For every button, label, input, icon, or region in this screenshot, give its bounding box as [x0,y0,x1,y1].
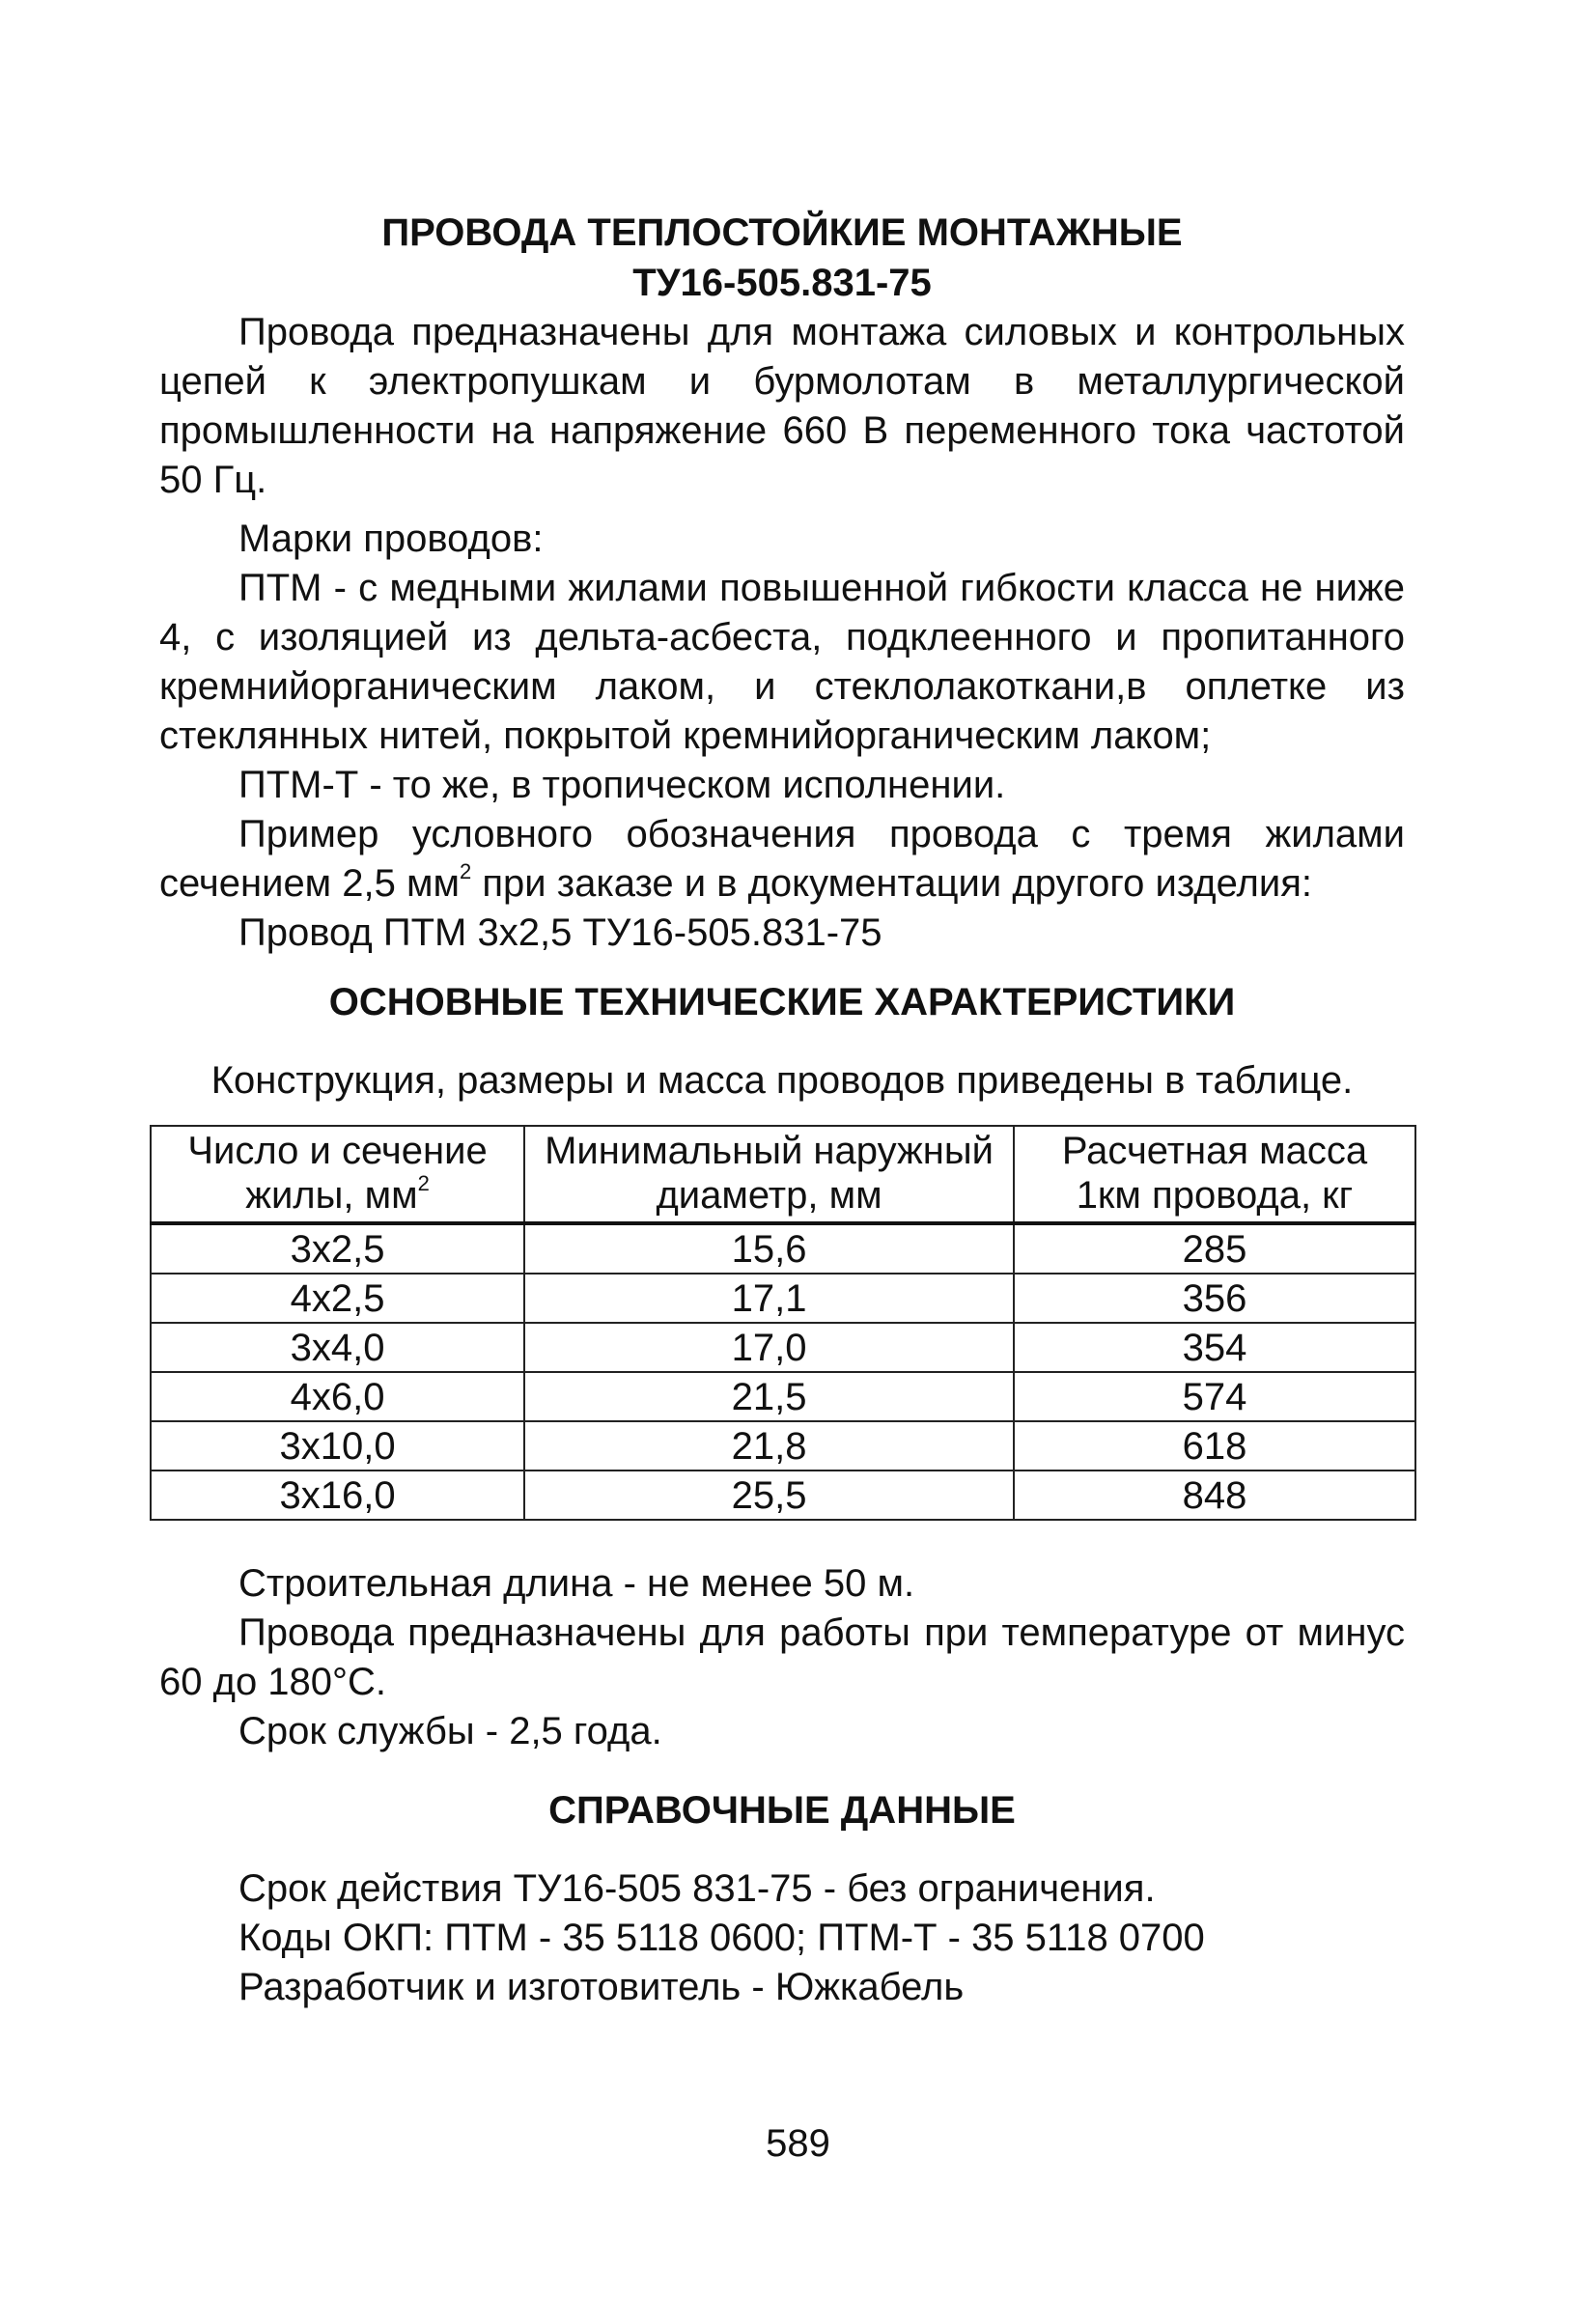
cell-diameter: 21,5 [524,1372,1014,1421]
cell-diameter: 17,0 [524,1323,1014,1372]
designation-example-value: Провод ПТМ 3х2,5 ТУ16-505.831-75 [238,911,882,954]
column-header-line2: жилы, мм [245,1174,418,1217]
cell-mass: 848 [1014,1471,1415,1520]
service-life: Срок службы - 2,5 года. [238,1710,662,1752]
cell-diameter: 15,6 [524,1223,1014,1274]
brands-label: Марки проводов: [238,518,544,560]
section-title-reference: СПРАВОЧНЫЕ ДАННЫЕ [548,1789,1016,1832]
table-row [151,1223,1415,1274]
intro-paragraph: Провода предназначены для монтажа силовых и контрольных цепей к электропушкам и бурмолотам в металлургической промышленности на напряжение 660 В переменного тока частотой 50 Гц. [159,311,1405,501]
designation-example [159,810,1405,909]
developer-manufacturer: Разработчик и изготовитель - Южкабель [238,1966,965,2008]
table-row [151,1323,1415,1372]
table-row [151,1372,1415,1421]
superscript-2: 2 [417,1171,430,1195]
column-header-line2: 1км провода, кг [1076,1174,1354,1217]
cell-diameter: 25,5 [524,1471,1014,1520]
document-page [159,208,1405,2012]
table-row [151,1274,1415,1323]
cell-cores: 3х16,0 [151,1471,524,1520]
section-title-specs: ОСНОВНЫЕ ТЕХНИЧЕСКИЕ ХАРАКТЕРИСТИКИ [328,981,1236,1023]
superscript-2: 2 [460,859,472,883]
column-header-line1: Минимальный наружный [545,1130,994,1172]
table-row [151,1471,1415,1520]
table-header-row [151,1126,1415,1223]
cell-cores: 3х10,0 [151,1421,524,1471]
table-row [151,1421,1415,1471]
document-standard-code: ТУ16-505.831-75 [632,262,932,304]
build-length: Строительная длина - не менее 50 м. [238,1562,915,1605]
column-header-diameter [524,1126,1014,1223]
validity-period: Срок действия ТУ16-505 831-75 - без ограничения. [238,1867,1156,1910]
wire-spec-table [150,1125,1416,1521]
document-title: ПРОВОДА ТЕПЛОСТОЙКИЕ МОНТАЖНЫЕ [381,211,1183,254]
cell-mass: 285 [1014,1223,1415,1274]
okp-codes: Коды ОКП: ПТМ - 35 5118 0600; ПТМ-Т - 35 5118 0700 [238,1917,1205,1959]
cell-mass: 354 [1014,1323,1415,1372]
designation-example-text: Пример условного обозначения провода с тремя жилами сечением 2,5 мм [159,813,1405,905]
temperature-range: Провода предназначены для работы при температуре от минус 60 до 180°С. [159,1611,1405,1703]
cell-diameter: 21,8 [524,1421,1014,1471]
brand-ptm-t-description: ПТМ-Т - то же, в тропическом исполнении. [238,764,1006,806]
brand-ptm-description: ПТМ - с медными жилами повышенной гибкости класса не ниже 4, с изоляцией из дельта-асбеста, подклеенного и пропитанного кремнийорганическим лаком, и стеклолакоткани,в оплетке из стеклянных нитей, покрытой кремнийорганическим лаком; [159,567,1405,757]
cell-cores: 3х4,0 [151,1323,524,1372]
column-header-line1: Число и сечение [187,1130,488,1172]
column-header-mass [1014,1126,1415,1223]
cell-cores: 4х2,5 [151,1274,524,1323]
column-header-line1: Расчетная масса [1061,1130,1368,1172]
cell-mass: 574 [1014,1372,1415,1421]
page-number: 589 [766,2122,830,2165]
cell-diameter: 17,1 [524,1274,1014,1323]
column-header-line2: диаметр, мм [656,1174,882,1217]
cell-mass: 356 [1014,1274,1415,1323]
table-intro: Конструкция, размеры и масса проводов приведены в таблице. [210,1059,1354,1102]
designation-example-text-end: при заказе и в документации другого изделия: [471,862,1313,905]
cell-mass: 618 [1014,1421,1415,1471]
cell-cores: 4х6,0 [151,1372,524,1421]
cell-cores: 3х2,5 [151,1223,524,1274]
column-header-cores [151,1126,524,1223]
